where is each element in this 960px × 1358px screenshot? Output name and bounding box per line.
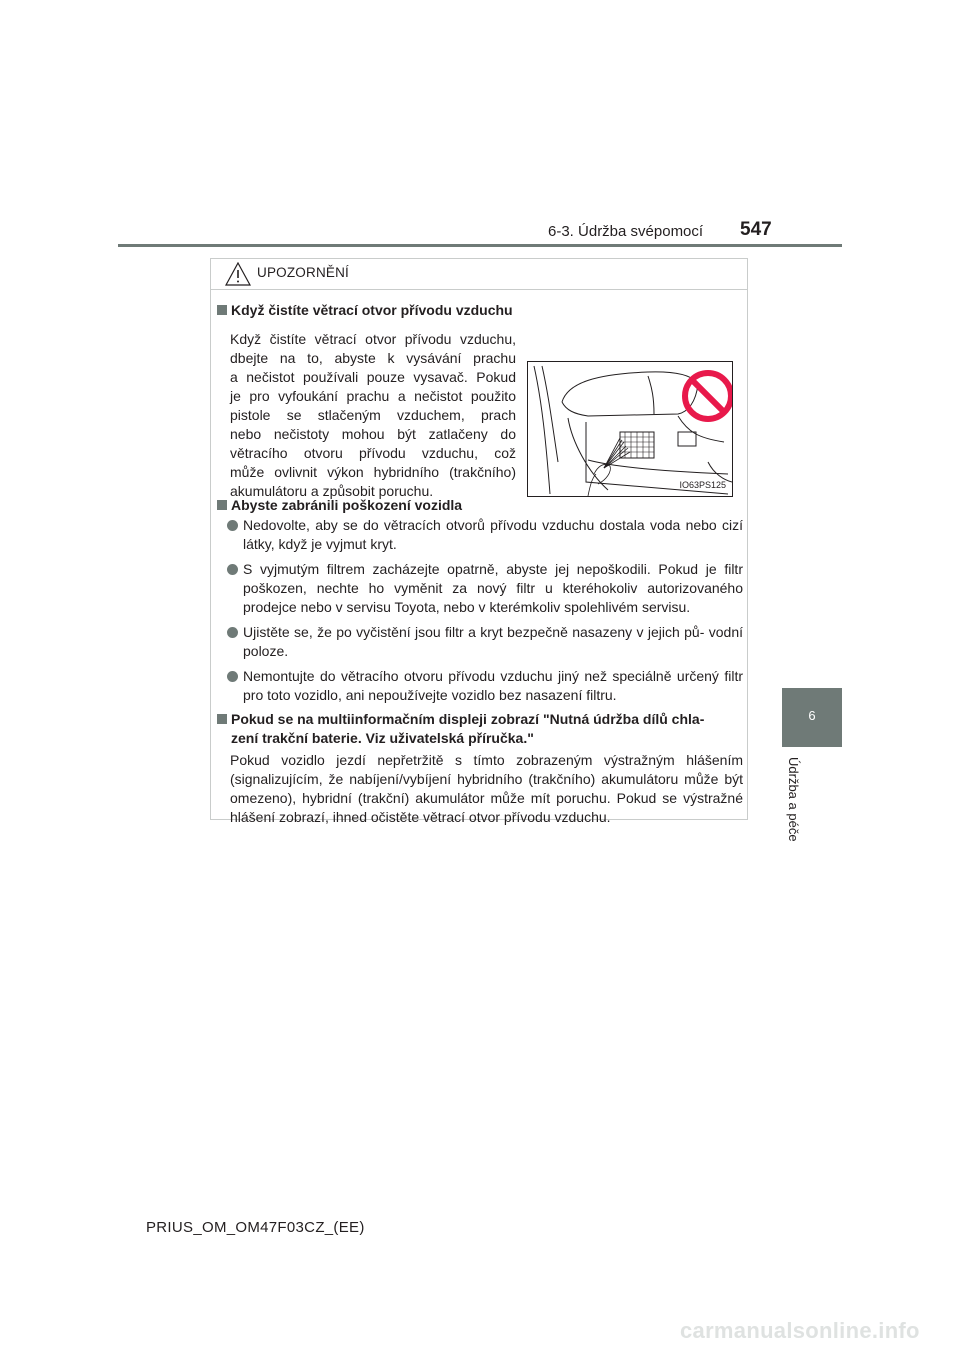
document-code: PRIUS_OM_OM47F03CZ_(EE): [146, 1219, 365, 1236]
warning-box: [210, 258, 748, 825]
warning-title: UPOZORNĚNÍ: [257, 265, 350, 280]
cleaning-line: větracího otvoru přívodu vzduchu, což: [230, 445, 516, 461]
page-number: 547: [740, 219, 772, 240]
bullet-item: Nedovolte, aby se do větracích otvorů přívodu vzduchu dostala voda nebo cizí látky, když je vyjmut kryt.: [227, 516, 743, 554]
square-bullet-icon: [217, 305, 227, 315]
cleaning-paragraph: [230, 330, 516, 501]
display-message-paragraph: Pokud vozidlo jezdí nepřetržitě s tímto zobrazeným výstražným hlášením (signalizujícím, že nabíjení/vybíjení hybridního (trakčního) akumulátoru může být omezeno), hybridní (trakční) akumulátor může mít poruchu. Pokud se výstražné hlášení zobrazí, ihned očistěte větrací otvor přívodu vzduchu.: [230, 752, 743, 825]
cleaning-line: nebo nečistoty mohou být zatlačeny do: [230, 426, 516, 442]
figure-code: IO63PS125: [679, 480, 726, 490]
cleaning-line: pistole se stlačeným vzduchem, prach: [230, 407, 516, 423]
section-heading-display-message: Pokud se na multiinformačním displeji zobrazí "Nutná údržba dílů chla- zení trakční baterie. Viz uživatelská příručka.": [217, 710, 743, 748]
warning-header: [211, 259, 747, 290]
chapter-tab-number: 6: [808, 708, 816, 723]
vent-cleaning-figure: [527, 361, 733, 497]
square-bullet-icon: [217, 714, 227, 724]
vent-illustration: [528, 362, 732, 496]
cleaning-line: Když čistíte větrací otvor přívodu vzduchu,: [230, 331, 516, 347]
round-bullet-icon: [227, 564, 238, 575]
section-heading-damage: Abyste zabránili poškození vozidla: [217, 496, 743, 515]
bullet-item: S vyjmutým filtrem zacházejte opatrně, abyste jej nepoškodili. Pokud je filtr poškozen, nechte ho vyměnit za nový filtr u kteréhokoliv autorizovaného prodejce nebo v servisu Toyota, nebo v kterémkoliv spolehlivém servisu.: [227, 560, 743, 617]
section-title: 6-3. Údržba svépomocí: [548, 223, 704, 240]
cleaning-line: může ovlivnit výkon hybridního (trakčního): [230, 464, 516, 480]
chapter-tab: [782, 688, 842, 747]
section-heading-cleaning: Když čistíte větrací otvor přívodu vzduchu: [217, 301, 743, 320]
cleaning-line: je pro vyfoukání prachu a nečistot použito: [230, 388, 516, 404]
bullet-item: Nemontujte do větracího otvoru přívodu vzduchu jiný než speciálně určený filtr pro toto vozidlo, ani nepoužívejte vozidlo bez nasazení filtru.: [227, 667, 743, 705]
bullet-item: Ujistěte se, že po vyčistění jsou filtr a kryt bezpečně nasazeny v jejich pů- vodní poloze.: [227, 623, 743, 661]
warning-triangle-icon: [225, 262, 251, 286]
cleaning-line: akumulátoru a způsobit poruchu.: [230, 483, 434, 499]
cleaning-line: dbejte na to, abyste k vysávání prachu: [230, 350, 516, 366]
watermark: carmanualsonline.info: [680, 1318, 920, 1343]
header-rule: [118, 244, 842, 247]
round-bullet-icon: [227, 671, 238, 682]
square-bullet-icon: [217, 500, 227, 510]
chapter-tab-label: Údržba a péče: [786, 757, 801, 842]
cleaning-line: a nečistot používali pouze vysavač. Pokud: [230, 369, 516, 385]
round-bullet-icon: [227, 520, 238, 531]
round-bullet-icon: [227, 627, 238, 638]
